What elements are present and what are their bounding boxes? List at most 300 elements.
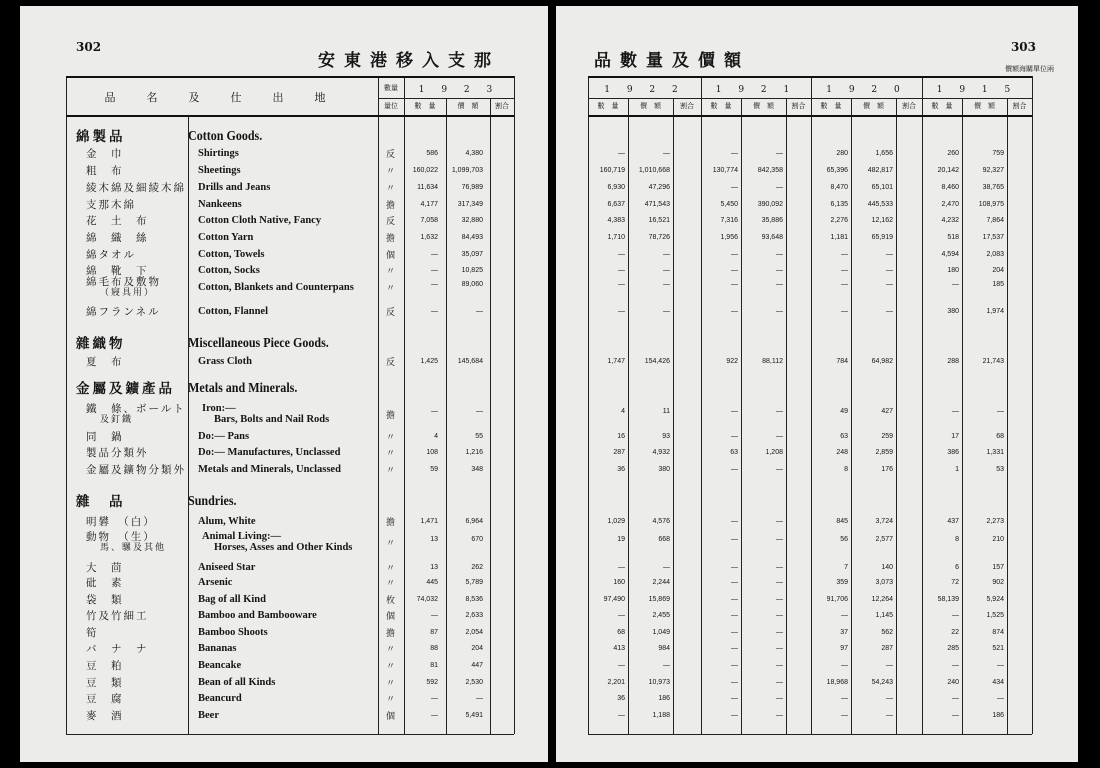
cell-1923-qty: 13 (430, 564, 438, 571)
category-name-jp: 雜 品 (76, 494, 126, 510)
cell-1923-value: 348 (471, 466, 483, 473)
cell-value: 6,637 (607, 201, 625, 208)
cell-value: 68 (996, 433, 1004, 440)
cell-value: 49 (840, 408, 848, 415)
grid-line (188, 115, 189, 734)
cell-value: 93 (662, 433, 670, 440)
cell-1923-value: 6,964 (465, 518, 483, 525)
cell-value: 287 (613, 449, 625, 456)
cell-value: 108,975 (978, 201, 1004, 208)
category-name-en: Metals and Minerals. (188, 381, 298, 396)
cell-value: — (618, 564, 625, 571)
item-unit: 〃 (386, 564, 396, 574)
grid-line (896, 98, 897, 734)
item-name-en: Bamboo Shoots (198, 627, 268, 638)
item-unit: 反 (386, 358, 396, 368)
cell-value: — (776, 536, 783, 543)
cell-value: — (841, 695, 848, 702)
item-name-jp: 綿 織 絲 (86, 232, 149, 244)
grid-line (490, 98, 491, 734)
cell-1923-qty: 592 (426, 679, 438, 686)
cell-1923-value: 76,989 (461, 184, 483, 191)
item-name-jp: 金屬及鑛物分類外 (86, 464, 186, 476)
cell-value: — (663, 267, 670, 274)
grid-line (66, 76, 514, 78)
item-name-jp: 袋 類 (86, 594, 124, 606)
cell-1923-qty: — (431, 712, 438, 719)
cell-value: — (731, 536, 738, 543)
item-name-en: Bag of all Kind (198, 594, 266, 605)
cell-value: — (618, 281, 625, 288)
cell-1923-value: 145,684 (457, 358, 483, 365)
cell-1923-value: 2,054 (465, 629, 483, 636)
cell-value: 88,112 (762, 358, 783, 365)
item-unit: 擔 (386, 518, 396, 528)
cell-value: 210 (992, 536, 1004, 543)
unit-note: 價額海關單位兩 (1005, 65, 1054, 73)
item-unit: 擔 (386, 629, 396, 639)
cell-value: — (952, 408, 959, 415)
cell-value: 65,101 (871, 184, 893, 191)
cell-value: 874 (992, 629, 1004, 636)
cell-value: — (776, 408, 783, 415)
cell-1923-qty: 59 (430, 466, 438, 473)
cell-value: — (731, 267, 738, 274)
item-name-en: Beancake (198, 660, 242, 671)
cell-value: 260 (947, 150, 959, 157)
item-unit: 〃 (386, 184, 396, 194)
item-name-en: Metals and Minerals, Unclassed (198, 464, 341, 475)
cell-value: — (776, 251, 783, 258)
item-name-jp: 鐵 條、ボールト (86, 403, 186, 415)
item-name-en: Shirtings (198, 148, 239, 159)
year-header: 1 9 2 2 (604, 85, 685, 95)
cell-1923-qty: 586 (426, 150, 438, 157)
cell-value: 6,930 (607, 184, 625, 191)
cell-1923-value: 5,491 (465, 712, 483, 719)
cell-value: — (731, 579, 738, 586)
cell-value: 97 (840, 645, 848, 652)
qty-col-header: 數 量 (931, 102, 953, 110)
cell-value: 72 (951, 579, 959, 586)
cell-value: — (731, 564, 738, 571)
cell-1923-value: 8,536 (465, 596, 483, 603)
cell-value: 63 (730, 449, 738, 456)
grid-line (588, 98, 1032, 99)
category-name-en: Miscellaneous Piece Goods. (188, 336, 329, 351)
item-name-jp: 綾木綿及細綾木綿 (86, 182, 186, 194)
cell-value: 482,817 (867, 167, 893, 174)
item-name-jp: 豆 粕 (86, 660, 124, 672)
cell-1923-value: 55 (475, 433, 483, 440)
item-name-jp: 綿フランネル (86, 306, 161, 318)
cell-1923-value: 84,493 (461, 234, 483, 241)
cell-value: 1,974 (986, 308, 1004, 315)
item-name-en: Grass Cloth (198, 356, 252, 367)
cell-value: 8 (844, 466, 848, 473)
cell-value: — (731, 408, 738, 415)
unit-header-bottom: 量位 (384, 102, 398, 110)
category-name-jp: 雜織物 (76, 336, 126, 352)
item-unit: 〃 (386, 466, 396, 476)
item-unit: 〃 (386, 679, 396, 689)
cell-value: — (997, 662, 1004, 669)
cell-value: 47,296 (648, 184, 670, 191)
item-unit: 〃 (386, 645, 396, 655)
cell-value: 380 (947, 308, 959, 315)
cell-value: 36 (617, 695, 625, 702)
item-name-jp-sub: 馬、騾及其他 (100, 543, 167, 553)
cell-value: — (663, 251, 670, 258)
cell-1923-value: 1,099,703 (451, 167, 483, 174)
cell-value: 1,710 (607, 234, 625, 241)
cell-value: — (886, 712, 893, 719)
cell-value: 285 (947, 645, 959, 652)
item-name-en: Sheetings (198, 165, 241, 176)
cell-value: — (618, 150, 625, 157)
cell-value: 37 (840, 629, 848, 636)
value-col-header: 價 額 (863, 102, 884, 110)
item-name-en: Cotton, Blankets and Counterpans (198, 282, 354, 293)
cell-value: 4,383 (607, 217, 625, 224)
cell-value: — (731, 184, 738, 191)
cell-value: 1,656 (875, 150, 893, 157)
item-name-jp: 同 鍋 (86, 431, 124, 443)
cell-value: 4 (621, 408, 625, 415)
item-name-en: Cotton, Socks (198, 265, 260, 276)
grid-line (588, 115, 1032, 117)
item-unit: 〃 (386, 579, 396, 589)
cell-value: 8,460 (941, 184, 959, 191)
value-col-header: 價 額 (640, 102, 661, 110)
item-name-jp-sub: （寢具用） (100, 288, 156, 298)
cell-value: — (997, 695, 1004, 702)
cell-value: 1,049 (652, 629, 670, 636)
cell-value: 3,724 (875, 518, 893, 525)
cell-1923-qty: 1,471 (420, 518, 438, 525)
cell-value: — (841, 662, 848, 669)
cell-value: 160 (613, 579, 625, 586)
cell-value: 56 (840, 536, 848, 543)
grid-line (1007, 98, 1008, 734)
page-number: 302 (76, 40, 102, 54)
cell-value: — (776, 645, 783, 652)
cell-value: 471,543 (644, 201, 670, 208)
cell-value: 386 (947, 449, 959, 456)
cell-value: 922 (726, 358, 738, 365)
year-header-1923: 1 9 2 3 (418, 85, 500, 95)
cell-value: 38,765 (982, 184, 1004, 191)
cell-value: 176 (881, 466, 893, 473)
cell-value: 93,648 (761, 234, 783, 241)
cell-value: — (776, 612, 783, 619)
cell-value: 12,264 (871, 596, 893, 603)
cell-1923-value: 2,633 (465, 612, 483, 619)
cell-value: — (776, 662, 783, 669)
cell-value: — (618, 712, 625, 719)
cell-value: — (776, 564, 783, 571)
cell-value: 2,577 (875, 536, 893, 543)
year-header: 1 9 1 5 (936, 85, 1018, 95)
item-name-jp: 大 茴 (86, 562, 124, 574)
cell-value: 2,470 (941, 201, 959, 208)
cell-value: — (841, 267, 848, 274)
category-name-jp: 綿製品 (76, 129, 126, 145)
cell-value: — (618, 662, 625, 669)
cell-value: 1,010,668 (638, 167, 670, 174)
cell-value: 140 (881, 564, 893, 571)
cell-value: 1,331 (986, 449, 1004, 456)
item-unit: 反 (386, 150, 396, 160)
item-name-jp: 明礬 （白） (86, 516, 156, 528)
cell-value: 7,864 (986, 217, 1004, 224)
cell-value: 17,537 (982, 234, 1004, 241)
cell-value: 130,774 (712, 167, 738, 174)
item-name-en: Drills and Jeans (198, 182, 271, 193)
item-name-jp: 製品分類外 (86, 447, 149, 459)
cell-value: 902 (992, 579, 1004, 586)
grid-line (673, 98, 674, 734)
cell-value: 4,232 (941, 217, 959, 224)
cell-value: 18,968 (826, 679, 848, 686)
cell-value: — (886, 308, 893, 315)
cell-1923-qty: — (431, 695, 438, 702)
item-name-jp: 筍 (86, 627, 99, 639)
cell-value: 2,244 (652, 579, 670, 586)
item-name-jp: バ ナ ナ (86, 643, 149, 655)
cell-value: 434 (992, 679, 1004, 686)
item-unit: 〃 (386, 284, 396, 294)
item-unit: 〃 (386, 695, 396, 705)
cell-value: — (618, 612, 625, 619)
cell-1923-value: 2,530 (465, 679, 483, 686)
cell-1923-value: 32,880 (461, 217, 483, 224)
cell-value: — (886, 251, 893, 258)
cell-value: 2,276 (830, 217, 848, 224)
cell-value: 2,455 (652, 612, 670, 619)
cell-value: 288 (947, 358, 959, 365)
cell-1923-qty: — (431, 612, 438, 619)
cell-value: — (731, 712, 738, 719)
qty-col-header: 數 量 (820, 102, 842, 110)
cell-value: — (886, 267, 893, 274)
cell-value: 1,188 (652, 712, 670, 719)
ratio-col-header: 割合 (791, 102, 806, 110)
cell-value: 1,029 (607, 518, 625, 525)
cell-1923-qty: 7,058 (420, 217, 438, 224)
cell-value: 259 (881, 433, 893, 440)
grid-line (446, 98, 447, 734)
cell-value: — (731, 150, 738, 157)
item-name-header: 品 名 及 仕 出 地 (104, 91, 336, 104)
cell-1923-qty: 74,032 (416, 596, 438, 603)
cell-value: — (776, 579, 783, 586)
page-number: 303 (1010, 40, 1036, 54)
item-unit: 反 (386, 217, 396, 227)
cell-value: — (776, 150, 783, 157)
item-name-jp: 綿 靴 下 (86, 265, 149, 277)
cell-1923-qty: 11,634 (417, 184, 438, 191)
cell-value: 160,719 (599, 167, 625, 174)
item-name-en: Aniseed Star (198, 562, 256, 573)
ratio-col-header: 割合 (1012, 102, 1027, 110)
cell-value: 518 (947, 234, 959, 241)
cell-value: 1,747 (607, 358, 625, 365)
item-unit: 〃 (386, 662, 396, 672)
cell-value: 63 (840, 433, 848, 440)
cell-value: 12,162 (871, 217, 893, 224)
cell-value: 784 (836, 358, 848, 365)
cell-1923-value: 35,097 (461, 251, 483, 258)
cell-value: 65,396 (826, 167, 848, 174)
cell-value: 180 (947, 267, 959, 274)
item-name-jp: 豆 類 (86, 677, 124, 689)
cell-value: — (952, 662, 959, 669)
grid-line (962, 98, 963, 734)
cell-value: 17 (951, 433, 959, 440)
cell-value: — (663, 564, 670, 571)
cell-value: — (731, 596, 738, 603)
value-col-header: 價 額 (753, 102, 774, 110)
item-unit: 個 (386, 251, 396, 261)
cell-value: 2,273 (986, 518, 1004, 525)
item-name-jp: 金 巾 (86, 148, 124, 160)
item-name-en: Animal Living:— (202, 531, 282, 542)
cell-value: — (886, 662, 893, 669)
grid-line (588, 76, 1032, 78)
cell-value: 157 (992, 564, 1004, 571)
cell-value: — (663, 281, 670, 288)
cell-value: 97,490 (603, 596, 625, 603)
grid-line (741, 98, 742, 734)
item-unit: 枚 (386, 596, 396, 606)
cell-1923-qty: 81 (430, 662, 438, 669)
cell-value: 21,743 (982, 358, 1004, 365)
cell-1923-qty: 87 (430, 629, 438, 636)
cell-value: 65,919 (871, 234, 893, 241)
qty-col-header: 數 量 (597, 102, 619, 110)
cell-1923-qty: — (431, 267, 438, 274)
cell-value: 2,859 (875, 449, 893, 456)
cell-value: 359 (836, 579, 848, 586)
value-col-header: 價 額 (457, 102, 479, 110)
cell-value: 1 (955, 466, 959, 473)
cell-value: 287 (881, 645, 893, 652)
cell-value: 413 (613, 645, 625, 652)
item-name-jp: 夏 布 (86, 356, 124, 368)
cell-value: — (731, 662, 738, 669)
cell-value: 16 (617, 433, 625, 440)
cell-value: — (776, 267, 783, 274)
cell-1923-value: — (476, 308, 483, 315)
item-name-en: Nankeens (198, 199, 242, 210)
item-unit: 〃 (386, 267, 396, 277)
cell-1923-qty: 13 (430, 536, 438, 543)
item-name-jp: 綿タオル (86, 249, 136, 261)
cell-value: — (663, 308, 670, 315)
cell-value: 186 (658, 695, 670, 702)
cell-value: — (841, 612, 848, 619)
cell-value: — (776, 518, 783, 525)
item-unit: 擔 (386, 234, 396, 244)
item-name-jp: 綿毛布及敷物 (86, 276, 161, 288)
ratio-col-header: 割合 (902, 102, 916, 110)
item-unit: 反 (386, 308, 396, 318)
cell-value: 22 (951, 629, 959, 636)
item-name-en: Cotton, Flannel (198, 306, 269, 317)
item-name-en: Cotton Cloth Native, Fancy (198, 215, 322, 226)
cell-value: — (841, 308, 848, 315)
year-header: 1 9 2 0 (826, 85, 907, 95)
item-unit: 〃 (386, 167, 396, 177)
item-name-jp-sub: 及釘鐵 (100, 415, 134, 425)
item-name-en: Arsenic (198, 577, 233, 588)
cell-1923-qty: 1,425 (420, 358, 438, 365)
cell-value: — (731, 518, 738, 525)
item-unit: 〃 (386, 539, 396, 549)
cell-value: 437 (947, 518, 959, 525)
cell-1923-value: 10,825 (461, 267, 483, 274)
cell-value: 427 (881, 408, 893, 415)
cell-1923-qty: — (431, 281, 438, 288)
category-name-en: Cotton Goods. (188, 129, 263, 144)
cell-value: 8,470 (830, 184, 848, 191)
grid-line (786, 98, 787, 734)
cell-value: 204 (992, 267, 1004, 274)
cell-1923-value: 204 (471, 645, 483, 652)
item-name-jp: 動物 （生） (86, 531, 156, 543)
cell-value: 5,450 (720, 201, 738, 208)
grid-line (66, 734, 514, 735)
cell-value: 54,243 (871, 679, 893, 686)
cell-value: 16,521 (648, 217, 670, 224)
cell-value: — (731, 612, 738, 619)
cell-value: — (663, 662, 670, 669)
item-name-en: Bean of all Kinds (198, 677, 276, 688)
grid-line (628, 98, 629, 734)
cell-value: — (776, 596, 783, 603)
cell-value: 3,073 (875, 579, 893, 586)
cell-value: — (776, 281, 783, 288)
cell-value: 8 (955, 536, 959, 543)
cell-value: 10,973 (648, 679, 670, 686)
cell-value: 562 (881, 629, 893, 636)
cell-1923-value: 89,060 (461, 281, 483, 288)
cell-value: 1,181 (830, 234, 848, 241)
cell-1923-qty: — (431, 251, 438, 258)
cell-value: — (618, 267, 625, 274)
cell-value: — (618, 308, 625, 315)
value-col-header: 價 額 (974, 102, 995, 110)
item-name-jp: 豆 腐 (86, 693, 124, 705)
cell-1923-value: — (476, 695, 483, 702)
cell-value: 984 (658, 645, 670, 652)
item-unit: 個 (386, 612, 396, 622)
cell-1923-qty: 4,177 (420, 201, 438, 208)
cell-value: 445,533 (867, 201, 893, 208)
right-page (556, 6, 1078, 762)
cell-1923-value: 447 (471, 662, 483, 669)
grid-line (514, 76, 515, 734)
cell-value: 6 (955, 564, 959, 571)
item-unit: 擔 (386, 201, 396, 211)
cell-1923-value: 5,789 (465, 579, 483, 586)
cell-value: — (731, 645, 738, 652)
item-name-en: Bananas (198, 643, 237, 654)
cell-value: 7,316 (720, 217, 738, 224)
cell-value: — (952, 612, 959, 619)
cell-value: 185 (992, 281, 1004, 288)
